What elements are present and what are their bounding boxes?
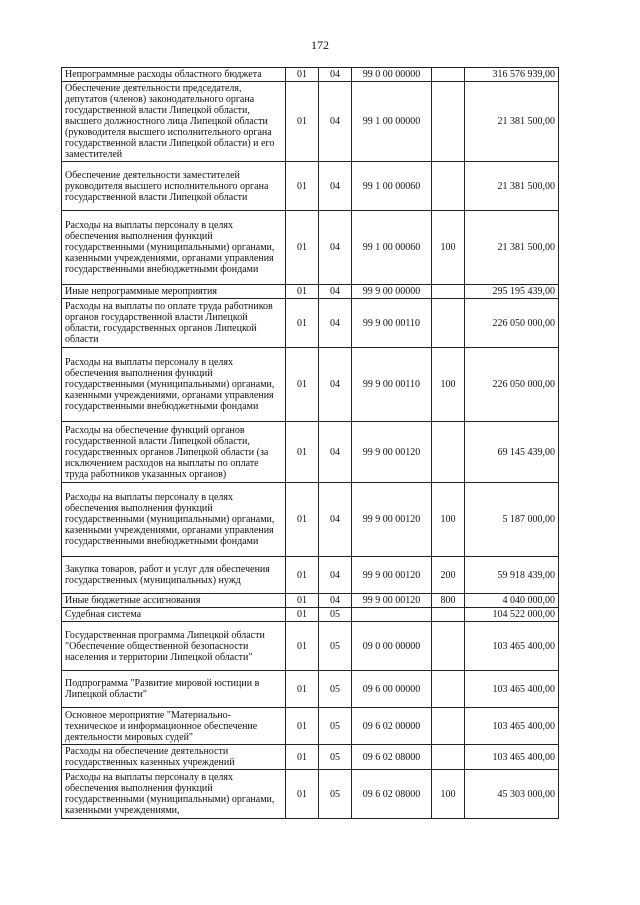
table-row (62, 770, 559, 819)
row-subsection: 05 (319, 708, 352, 745)
row-subsection: 04 (319, 557, 352, 594)
row-expense-type: 100 (432, 211, 465, 285)
row-name: Подпрограмма "Развитие мировой юстиции в Липецкой области" (62, 671, 286, 708)
row-name: Закупка товаров, работ и услуг для обеспечения государственных (муниципальных) нужд (62, 557, 286, 594)
row-subsection: 04 (319, 594, 352, 608)
table-row (62, 622, 559, 671)
table-row (62, 708, 559, 745)
table-row (62, 608, 559, 622)
row-section: 01 (286, 622, 319, 671)
row-subsection: 05 (319, 622, 352, 671)
table-row (62, 211, 559, 285)
row-amount: 226 050 000,00 (465, 348, 559, 422)
row-target-article: 99 1 00 00060 (352, 162, 432, 211)
row-name: Расходы на выплаты персоналу в целях обеспечения выполнения функций государственными (муниципальными) органами, казенными учреждениями, (62, 770, 286, 819)
row-expense-type: 100 (432, 348, 465, 422)
row-name: Расходы на обеспечение функций органов государственной власти Липецкой области, государственных органов Липецкой области (за исключением расходов на выплаты по оплате труда работников указанных органов) (62, 422, 286, 483)
table-row (62, 483, 559, 557)
row-subsection: 04 (319, 162, 352, 211)
row-expense-type (432, 422, 465, 483)
row-expense-type (432, 708, 465, 745)
row-amount: 104 522 000,00 (465, 608, 559, 622)
row-subsection: 05 (319, 671, 352, 708)
row-target-article: 99 9 00 00000 (352, 285, 432, 299)
table-row (62, 82, 559, 162)
row-name: Иные бюджетные ассигнования (62, 594, 286, 608)
row-target-article: 09 0 00 00000 (352, 622, 432, 671)
row-target-article: 09 6 02 08000 (352, 770, 432, 819)
row-name: Судебная система (62, 608, 286, 622)
row-section: 01 (286, 285, 319, 299)
row-target-article: 99 0 00 00000 (352, 68, 432, 82)
row-section: 01 (286, 211, 319, 285)
row-amount: 103 465 400,00 (465, 671, 559, 708)
row-subsection: 04 (319, 68, 352, 82)
row-expense-type: 200 (432, 557, 465, 594)
row-subsection: 04 (319, 82, 352, 162)
row-expense-type: 100 (432, 770, 465, 819)
row-name: Государственная программа Липецкой области "Обеспечение общественной безопасности населения и территории Липецкой области" (62, 622, 286, 671)
row-section: 01 (286, 68, 319, 82)
row-expense-type: 800 (432, 594, 465, 608)
row-subsection: 05 (319, 745, 352, 770)
row-name: Обеспечение деятельности председателя, депутатов (членов) законодательного органа государственной власти Липецкой области, высшего должностного лица Липецкой области (руководителя высшего исполнительного органа государственной власти Липецкой области) и его заместителей (62, 82, 286, 162)
row-name: Основное мероприятие "Материально-техническое и информационное обеспечение деятельности мировых судей" (62, 708, 286, 745)
row-target-article: 09 6 00 00000 (352, 671, 432, 708)
row-amount: 5 187 000,00 (465, 483, 559, 557)
table-row (62, 285, 559, 299)
table-row (62, 162, 559, 211)
row-name: Расходы на выплаты персоналу в целях обеспечения выполнения функций государственными (муниципальными) органами, казенными учреждениями, органами управления государственными внебюджетными фондами (62, 211, 286, 285)
row-name: Расходы на обеспечение деятельности государственных казенных учреждений (62, 745, 286, 770)
budget-table (61, 67, 559, 819)
row-expense-type (432, 285, 465, 299)
budget-table-body (62, 68, 559, 819)
table-row (62, 745, 559, 770)
row-amount: 4 040 000,00 (465, 594, 559, 608)
table-row (62, 671, 559, 708)
row-section: 01 (286, 608, 319, 622)
table-row (62, 348, 559, 422)
row-expense-type (432, 608, 465, 622)
row-subsection: 05 (319, 608, 352, 622)
row-section: 01 (286, 348, 319, 422)
row-expense-type (432, 671, 465, 708)
row-amount: 103 465 400,00 (465, 708, 559, 745)
table-row (62, 557, 559, 594)
row-expense-type (432, 299, 465, 348)
row-section: 01 (286, 770, 319, 819)
row-name: Расходы на выплаты персоналу в целях обеспечения выполнения функций государственными (муниципальными) органами, казенными учреждениями, органами управления государственными внебюджетными фондами (62, 483, 286, 557)
row-target-article: 99 9 00 00120 (352, 483, 432, 557)
row-expense-type (432, 68, 465, 82)
page-number: 172 (311, 38, 329, 52)
row-expense-type (432, 82, 465, 162)
row-section: 01 (286, 299, 319, 348)
row-target-article: 99 1 00 00000 (352, 82, 432, 162)
table-row (62, 299, 559, 348)
row-amount: 103 465 400,00 (465, 745, 559, 770)
row-section: 01 (286, 422, 319, 483)
row-expense-type (432, 622, 465, 671)
row-subsection: 04 (319, 348, 352, 422)
row-section: 01 (286, 671, 319, 708)
row-amount: 45 303 000,00 (465, 770, 559, 819)
row-subsection: 04 (319, 299, 352, 348)
row-amount: 295 195 439,00 (465, 285, 559, 299)
row-amount: 103 465 400,00 (465, 622, 559, 671)
row-name: Обеспечение деятельности заместителей руководителя высшего исполнительного органа государственной власти Липецкой области (62, 162, 286, 211)
row-subsection: 04 (319, 285, 352, 299)
row-section: 01 (286, 708, 319, 745)
row-target-article: 99 9 00 00110 (352, 299, 432, 348)
row-expense-type (432, 162, 465, 211)
row-amount: 69 145 439,00 (465, 422, 559, 483)
row-subsection: 04 (319, 211, 352, 285)
row-section: 01 (286, 594, 319, 608)
row-amount: 21 381 500,00 (465, 162, 559, 211)
row-target-article (352, 608, 432, 622)
row-target-article: 99 9 00 00120 (352, 594, 432, 608)
row-section: 01 (286, 82, 319, 162)
table-row (62, 594, 559, 608)
row-target-article: 99 9 00 00110 (352, 348, 432, 422)
row-section: 01 (286, 162, 319, 211)
table-row (62, 422, 559, 483)
row-name: Расходы на выплаты персоналу в целях обеспечения выполнения функций государственными (муниципальными) органами, казенными учреждениями, органами управления государственными внебюджетными фондами (62, 348, 286, 422)
row-subsection: 04 (319, 483, 352, 557)
row-target-article: 09 6 02 08000 (352, 745, 432, 770)
row-section: 01 (286, 483, 319, 557)
row-target-article: 99 1 00 00060 (352, 211, 432, 285)
table-row (62, 68, 559, 82)
row-section: 01 (286, 745, 319, 770)
row-expense-type: 100 (432, 483, 465, 557)
row-name: Расходы на выплаты по оплате труда работников органов государственной власти Липецкой области, государственных органов Липецкой области (62, 299, 286, 348)
row-target-article: 99 9 00 00120 (352, 557, 432, 594)
row-name: Непрограммные расходы областного бюджета (62, 68, 286, 82)
row-expense-type (432, 745, 465, 770)
row-target-article: 99 9 00 00120 (352, 422, 432, 483)
row-subsection: 05 (319, 770, 352, 819)
row-subsection: 04 (319, 422, 352, 483)
row-amount: 316 576 939,00 (465, 68, 559, 82)
row-target-article: 09 6 02 00000 (352, 708, 432, 745)
row-section: 01 (286, 557, 319, 594)
row-amount: 21 381 500,00 (465, 82, 559, 162)
row-amount: 59 918 439,00 (465, 557, 559, 594)
row-amount: 226 050 000,00 (465, 299, 559, 348)
row-amount: 21 381 500,00 (465, 211, 559, 285)
row-name: Иные непрограммные мероприятия (62, 285, 286, 299)
